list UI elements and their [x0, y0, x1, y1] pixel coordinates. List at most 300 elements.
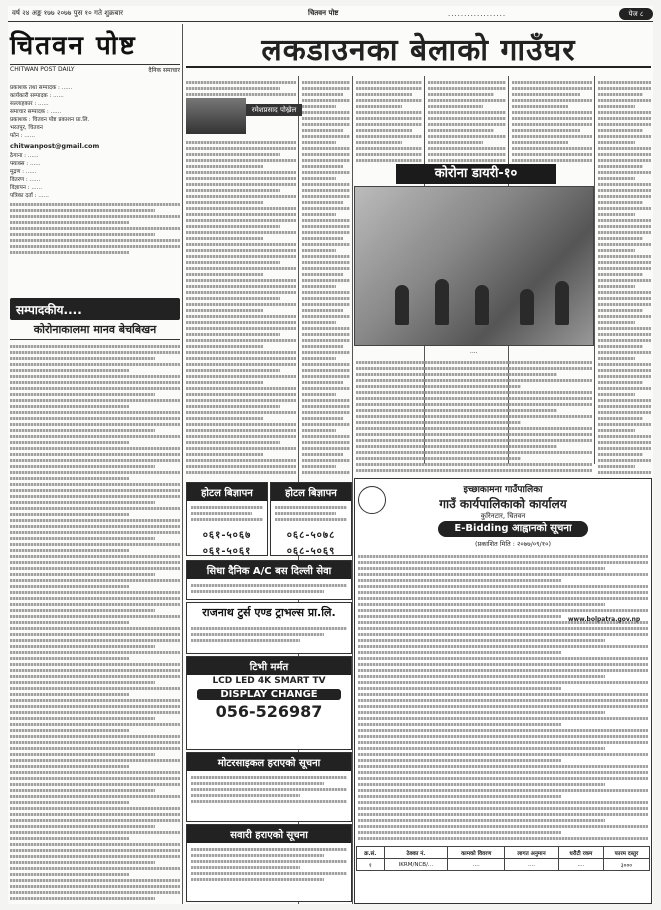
text-line: [10, 693, 129, 696]
text-line: [10, 687, 180, 690]
text-line: [598, 129, 643, 132]
text-line: [10, 615, 180, 618]
text-line: [302, 165, 343, 168]
text-line: [302, 375, 350, 378]
text-line: [10, 405, 129, 408]
text-line: [10, 891, 180, 894]
article-text: [186, 78, 296, 96]
text-line: [358, 777, 648, 780]
text-line: [598, 183, 651, 186]
text-line: [186, 303, 296, 306]
text-line: [598, 459, 651, 462]
text-line: [302, 363, 350, 366]
text-line: [598, 357, 635, 360]
text-line: [10, 849, 180, 852]
text-line: [598, 249, 635, 252]
text-line: [302, 219, 350, 222]
text-line: [10, 669, 180, 672]
text-line: [356, 403, 592, 406]
text-line: [302, 135, 350, 138]
text-line: [428, 117, 506, 120]
text-line: [356, 129, 412, 132]
text-line: [186, 195, 296, 198]
text-line: [356, 99, 422, 102]
newspaper-page: [8, 6, 653, 904]
text-line: [598, 165, 643, 168]
masthead: [10, 26, 180, 82]
text-line: [186, 243, 296, 246]
text-line: [358, 627, 648, 630]
bid-table: [356, 846, 650, 871]
text-line: [358, 669, 648, 672]
text-line: [10, 795, 180, 798]
text-line: [186, 411, 296, 414]
text-line: [358, 687, 561, 690]
text-line: [598, 153, 651, 156]
text-line: [186, 171, 296, 174]
text-line: [186, 231, 296, 234]
text-line: [598, 171, 651, 174]
text-line: [302, 429, 336, 432]
text-line: [598, 465, 635, 468]
imprint-row: ठेगाना : ......: [10, 153, 39, 159]
text-line: [10, 861, 155, 864]
text-line: [10, 537, 155, 540]
text-line: [10, 867, 180, 870]
text-line: [302, 459, 350, 462]
text-line: [598, 369, 651, 372]
text-line: [512, 93, 580, 96]
text-line: [186, 267, 296, 270]
text-line: [428, 99, 506, 102]
text-line: [302, 357, 336, 360]
text-line: [358, 705, 648, 708]
text-line: [598, 471, 651, 474]
main-headline: लकडाउनका बेलाको गाउँघर: [186, 28, 651, 68]
masthead-subtitle: CHITWAN POST DAILY दैनिक समाचार: [10, 66, 180, 74]
text-line: [356, 153, 422, 156]
lost-vehicle-notice: सवारी हराएको सूचना: [186, 824, 352, 902]
text-line: [356, 451, 592, 454]
text-line: [358, 717, 648, 720]
text-line: [186, 399, 296, 402]
text-line: [598, 423, 651, 426]
tv-phone[interactable]: 056-526987: [215, 702, 323, 721]
text-line: [598, 141, 635, 144]
text-line: [10, 345, 180, 348]
text-line: [10, 723, 180, 726]
article-column-1: [186, 138, 296, 478]
text-line: [186, 387, 296, 390]
text-line: [356, 463, 592, 466]
text-line: [512, 111, 592, 114]
text-line: [10, 753, 155, 756]
text-line: [10, 513, 129, 516]
article-column-2: [302, 78, 350, 478]
text-line: [358, 579, 561, 582]
text-line: [598, 219, 651, 222]
text-line: [302, 129, 343, 132]
ac-bus-ad: सिधा दैनिक A/C बस दिल्ली सेवा: [186, 560, 352, 600]
text-line: [10, 897, 155, 900]
text-line: [10, 507, 180, 510]
imprint-row: विज्ञापन : ......: [10, 185, 42, 191]
text-line: [512, 141, 568, 144]
text-line: [598, 399, 651, 402]
text-line: [10, 459, 180, 462]
text-line: [358, 693, 648, 696]
text-line: [186, 147, 296, 150]
text-line: [358, 633, 648, 636]
text-line: [10, 591, 180, 594]
text-line: [302, 303, 350, 306]
text-line: [598, 273, 643, 276]
text-line: [356, 385, 521, 388]
text-line: [186, 159, 296, 162]
text-line: [10, 645, 155, 648]
text-line: [512, 147, 592, 150]
text-line: [302, 105, 336, 108]
text-line: [10, 855, 180, 858]
text-line: [10, 807, 180, 810]
text-line: [598, 279, 651, 282]
text-line: [10, 711, 180, 714]
imprint-row: कार्यकारी सम्पादक : ......: [10, 93, 64, 99]
text-line: [428, 87, 506, 90]
text-line: [356, 445, 557, 448]
text-line: [302, 255, 350, 258]
text-line: [428, 93, 494, 96]
text-line: [358, 837, 648, 840]
text-line: [10, 495, 180, 498]
article-column-4: [428, 78, 506, 162]
text-line: [356, 457, 521, 460]
news-photo: [354, 186, 594, 346]
imprint-row: पत्रिका दर्ता : ......: [10, 193, 49, 199]
text-line: [356, 141, 402, 144]
text-line: [302, 315, 350, 318]
text-line: [598, 315, 651, 318]
article-column-5: [512, 78, 592, 162]
contact-email[interactable]: chitwanpost@gmail.com: [10, 142, 100, 150]
text-line: [598, 345, 643, 348]
text-line: [186, 381, 263, 384]
text-line: [598, 363, 651, 366]
text-line: [186, 357, 296, 360]
text-line: [598, 327, 651, 330]
text-line: [358, 567, 605, 570]
text-line: [598, 93, 643, 96]
text-line: [10, 831, 180, 834]
text-line: [358, 747, 605, 750]
text-line: [428, 147, 506, 150]
text-line: [302, 225, 350, 228]
text-line: [598, 447, 651, 450]
text-line: [358, 585, 648, 588]
text-line: [512, 129, 580, 132]
text-line: [302, 441, 350, 444]
text-line: [302, 267, 350, 270]
text-line: [358, 603, 605, 606]
text-line: [186, 405, 280, 408]
text-line: [358, 831, 561, 834]
text-line: [302, 423, 350, 426]
text-line: [512, 105, 568, 108]
folio-date: वर्ष २४ अङ्क १७७ २०७७ पुस १० गते शुक्रबार: [12, 9, 124, 17]
text-line: [428, 135, 506, 138]
text-line: [302, 393, 336, 396]
ebid-title: E-Bidding आह्वानको सूचना: [438, 521, 588, 537]
text-line: [10, 525, 180, 528]
text-line: [598, 429, 635, 432]
text-line: [10, 531, 180, 534]
text-line: [598, 237, 643, 240]
text-line: [358, 681, 648, 684]
text-line: [598, 339, 651, 342]
text-line: [186, 219, 296, 222]
editorial-body: [10, 342, 180, 902]
text-line: [512, 81, 592, 84]
text-line: [186, 273, 263, 276]
text-line: [598, 351, 651, 354]
bolpatra-link[interactable]: www.bolpatra.gov.np: [568, 616, 641, 623]
text-line: [598, 213, 635, 216]
text-line: [302, 93, 343, 96]
text-line: [302, 369, 350, 372]
text-line: [302, 117, 350, 120]
text-line: [302, 231, 350, 234]
text-line: [186, 471, 296, 474]
text-line: [10, 489, 180, 492]
diary-banner: कोरोना डायरी-१०: [396, 164, 556, 184]
text-line: [598, 117, 651, 120]
text-line: [302, 171, 350, 174]
text-line: [358, 657, 648, 660]
text-line: [10, 759, 180, 762]
imprint-row: सल्लाहकार : ......: [10, 101, 49, 107]
text-line: [598, 87, 651, 90]
text-line: [598, 99, 651, 102]
text-line: [356, 105, 402, 108]
text-line: [10, 879, 180, 882]
text-line: [10, 621, 129, 624]
text-line: [358, 723, 561, 726]
text-line: [356, 409, 557, 412]
table-header-row: क्र.सं. ठेक्का नं. कामको विवरण लागत अनुमान धरौटी रकम फारम दस्तुर: [357, 847, 650, 859]
text-line: [302, 381, 343, 384]
text-line: [10, 549, 129, 552]
text-line: [186, 207, 296, 210]
text-line: [428, 129, 494, 132]
text-line: [598, 303, 651, 306]
folio-paper-name: चितवन पोष्ट: [308, 9, 339, 17]
text-line: [358, 753, 648, 756]
travel-ad: राजनाथ टुर्स एण्ड ट्राभल्स प्रा.लि.: [186, 602, 352, 654]
text-line: [302, 345, 343, 348]
text-line: [598, 81, 651, 84]
text-line: [356, 159, 422, 162]
text-line: [10, 441, 129, 444]
text-line: [186, 297, 280, 300]
text-line: [356, 361, 592, 364]
text-line: [598, 393, 635, 396]
text-line: [302, 297, 350, 300]
text-line: [186, 141, 296, 144]
text-line: [302, 153, 350, 156]
text-line: [598, 105, 635, 108]
text-line: [428, 123, 506, 126]
text-line: [428, 141, 483, 144]
text-line: [598, 453, 643, 456]
text-line: [302, 411, 350, 414]
text-line: [598, 159, 651, 162]
text-line: [598, 267, 651, 270]
text-line: [356, 117, 422, 120]
text-line: [302, 195, 350, 198]
text-line: [358, 735, 648, 738]
text-line: [358, 795, 561, 798]
text-line: [598, 321, 635, 324]
text-line: [302, 111, 350, 114]
text-line: [186, 189, 280, 192]
text-line: [358, 639, 605, 642]
imprint-row: वितरण : ......: [10, 177, 41, 183]
text-line: [428, 105, 483, 108]
text-line: [10, 375, 180, 378]
text-line: [186, 375, 296, 378]
column-rule: [352, 76, 353, 904]
text-line: [356, 379, 592, 382]
text-line: [358, 783, 605, 786]
text-line: [598, 225, 651, 228]
text-line: [10, 729, 129, 732]
column-rule: [182, 24, 183, 904]
text-line: [186, 423, 296, 426]
text-line: [598, 285, 635, 288]
text-line: [302, 99, 350, 102]
text-line: [10, 381, 180, 384]
text-line: [186, 453, 263, 456]
text-line: [356, 93, 412, 96]
text-line: [10, 369, 129, 372]
text-line: [358, 813, 648, 816]
text-line: [302, 87, 350, 90]
text-line: [10, 675, 180, 678]
text-line: [10, 543, 180, 546]
text-line: [302, 243, 350, 246]
text-line: [302, 447, 350, 450]
folio-bar: [8, 6, 653, 22]
text-line: [356, 123, 422, 126]
folio-right: ..................: [448, 9, 507, 18]
text-line: [186, 345, 263, 348]
text-line: [598, 261, 651, 264]
text-line: [358, 591, 648, 594]
imprint-row: मुद्रण : ......: [10, 169, 37, 175]
text-line: [10, 735, 180, 738]
text-line: [186, 333, 280, 336]
imprint-row: फोन : ......: [10, 133, 35, 139]
text-line: [512, 87, 592, 90]
text-line: [186, 261, 280, 264]
text-line: [10, 627, 180, 630]
text-line: [10, 639, 180, 642]
text-line: [598, 255, 651, 258]
text-line: [10, 417, 180, 420]
text-line: [598, 441, 651, 444]
text-line: [186, 441, 280, 444]
text-line: [356, 397, 592, 400]
text-line: [10, 603, 180, 606]
text-line: [358, 729, 648, 732]
text-line: [358, 573, 648, 576]
photo-caption: ....: [470, 348, 478, 355]
text-line: [10, 663, 180, 666]
text-line: [598, 375, 651, 378]
text-line: [512, 117, 592, 120]
text-line: [598, 435, 651, 438]
text-line: [358, 561, 648, 564]
article-column-3: [356, 78, 422, 162]
hotel-ad-1: होटल बिज्ञापन ०६१-५०६७ ०६१-५०६१: [186, 482, 268, 556]
text-line: [358, 663, 648, 666]
column-rule: [594, 76, 595, 464]
text-line: [10, 651, 180, 654]
text-line: [10, 885, 180, 888]
text-line: [356, 421, 521, 424]
text-line: [512, 135, 592, 138]
text-line: [186, 213, 296, 216]
text-line: [358, 609, 648, 612]
text-line: [10, 435, 180, 438]
article-lower: [356, 358, 592, 476]
text-line: [428, 153, 506, 156]
imprint-row: प्रकाशक तथा सम्पादक : ......: [10, 85, 73, 91]
text-line: [302, 333, 350, 336]
text-line: [302, 123, 350, 126]
text-line: [186, 417, 263, 420]
text-line: [356, 111, 422, 114]
text-line: [302, 279, 350, 282]
text-line: [598, 297, 651, 300]
text-line: [10, 705, 180, 708]
text-line: [598, 231, 651, 234]
text-line: [512, 99, 592, 102]
text-line: [10, 555, 180, 558]
text-line: [358, 699, 648, 702]
text-line: [186, 339, 296, 342]
text-line: [428, 111, 506, 114]
text-line: [598, 189, 651, 192]
text-line: [10, 363, 180, 366]
text-line: [186, 465, 296, 468]
text-line: [356, 135, 422, 138]
text-line: [302, 309, 343, 312]
text-line: [10, 789, 155, 792]
text-line: [186, 183, 296, 186]
text-line: [302, 417, 343, 420]
text-line: [186, 237, 263, 240]
text-line: [358, 789, 648, 792]
text-line: [186, 321, 296, 324]
text-line: [186, 435, 296, 438]
text-line: [10, 657, 129, 660]
text-line: [356, 87, 422, 90]
text-line: [358, 597, 648, 600]
text-line: [358, 819, 605, 822]
text-line: [10, 447, 180, 450]
text-line: [598, 243, 651, 246]
